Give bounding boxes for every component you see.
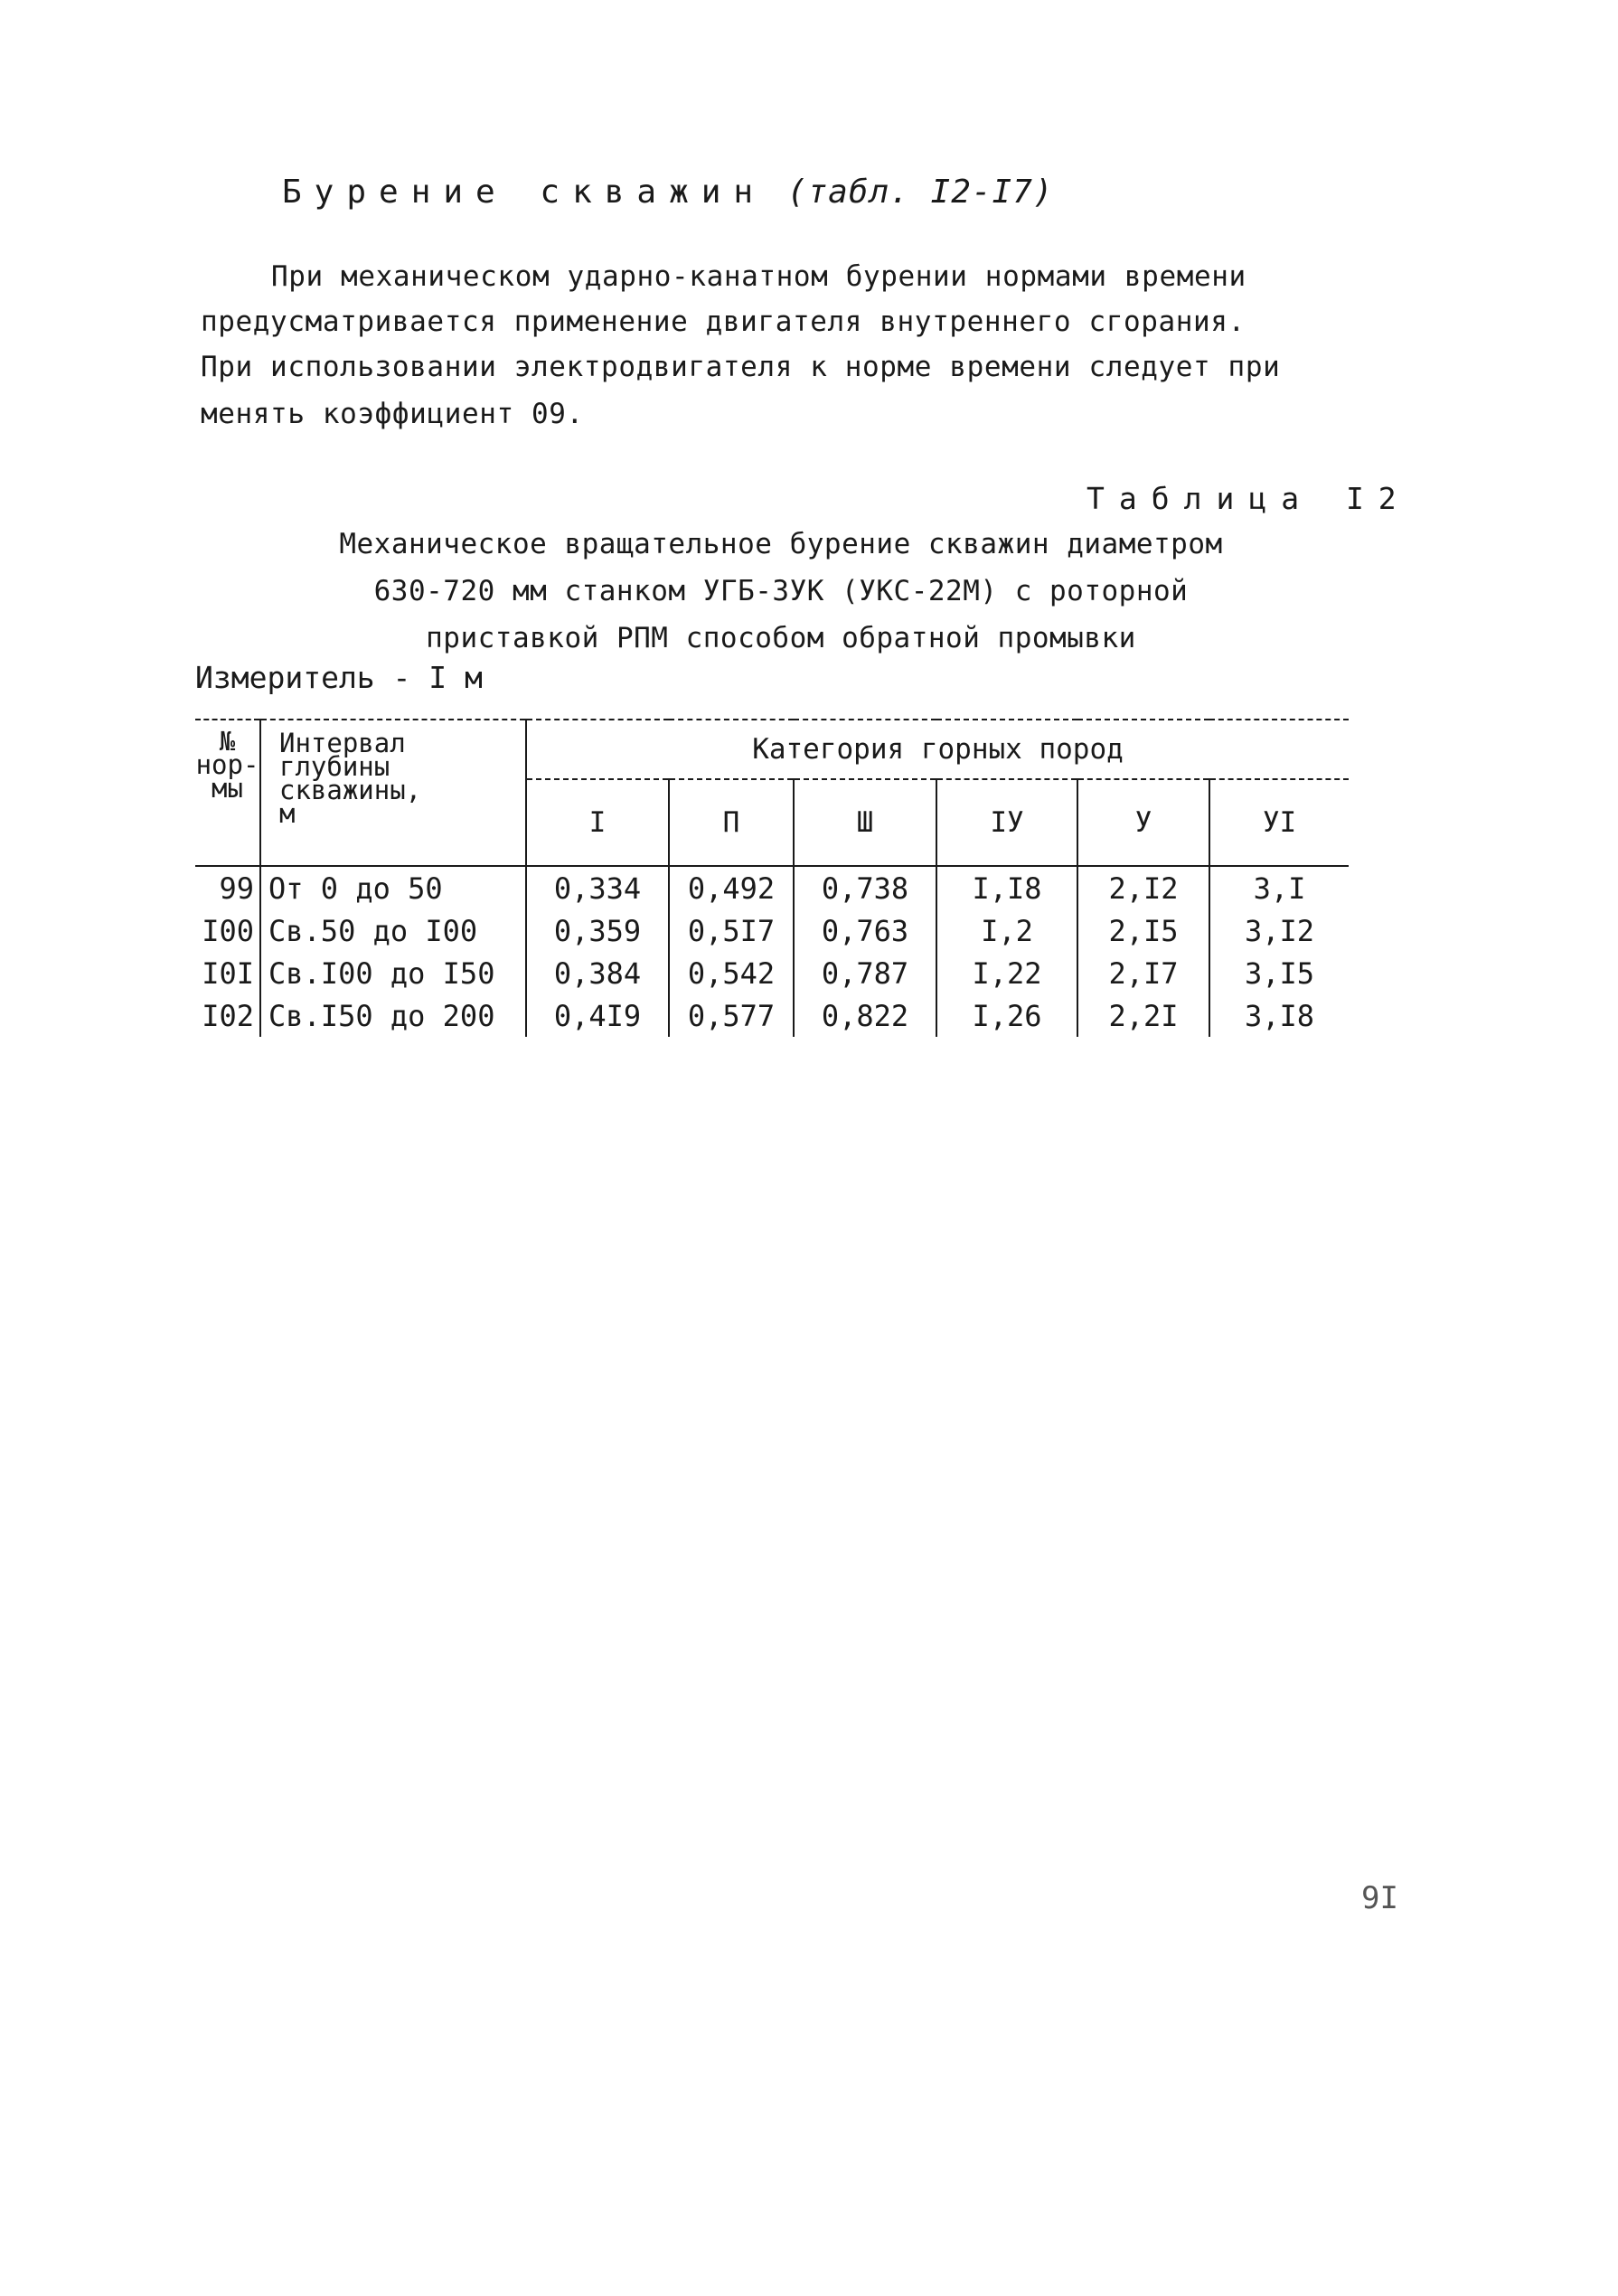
header-category-5: У bbox=[1077, 779, 1209, 866]
row-value: 2,I2 bbox=[1077, 866, 1209, 909]
header-depth-interval bbox=[260, 720, 526, 866]
section-title-text: Бурение скважин bbox=[282, 174, 767, 211]
header-norm-number-line-3: мы bbox=[212, 773, 243, 804]
header-interval-line-1: Интервал bbox=[279, 728, 406, 758]
row-value: 0,334 bbox=[526, 866, 669, 909]
row-value: 0,542 bbox=[669, 952, 794, 994]
table-row bbox=[195, 994, 1349, 1037]
row-value: 0,787 bbox=[794, 952, 936, 994]
table-number: Таблица I2 bbox=[1087, 481, 1411, 516]
section-title bbox=[282, 174, 1054, 211]
row-interval: От 0 до 50 bbox=[260, 866, 526, 909]
row-value: 0,763 bbox=[794, 909, 936, 952]
row-value: 3,I2 bbox=[1244, 913, 1315, 948]
row-interval: Св.I00 до I50 bbox=[260, 952, 526, 994]
row-value: 3,I8 bbox=[1244, 998, 1315, 1033]
header-category-6: УI bbox=[1262, 806, 1297, 839]
intro-line-1: При механическом ударно-канатном бурении нормами времени bbox=[271, 260, 1246, 293]
row-norm-number: I02 bbox=[195, 994, 260, 1037]
norms-table bbox=[195, 719, 1349, 1037]
header-category-1: I bbox=[526, 779, 669, 866]
header-category-3: Ш bbox=[794, 779, 936, 866]
header-interval-line-2: глубины bbox=[279, 751, 390, 782]
table-caption-line-2: 630-720 мм станком УГБ-3УК (УКС-22М) с роторной bbox=[373, 575, 1189, 607]
intro-line-4: менять коэффициент 09. bbox=[201, 398, 584, 430]
table-caption-line-1: Механическое вращательное бурение скважин диаметром bbox=[339, 528, 1223, 560]
row-value: 0,822 bbox=[794, 994, 936, 1037]
row-value: 0,738 bbox=[794, 866, 936, 909]
unit-of-measure: Измеритель - I м bbox=[195, 660, 483, 695]
header-category-4: IУ bbox=[936, 779, 1077, 866]
row-interval: Св.I50 до 200 bbox=[260, 994, 526, 1037]
row-value: 2,2I bbox=[1077, 994, 1209, 1037]
row-value: 3,I5 bbox=[1244, 955, 1315, 991]
table-row bbox=[195, 866, 1349, 909]
header-norm-number-line-1: № bbox=[219, 726, 236, 757]
row-value: I,2 bbox=[936, 909, 1077, 952]
row-value: 2,I7 bbox=[1077, 952, 1209, 994]
header-interval-line-4: м bbox=[279, 798, 296, 829]
row-value: 2,I5 bbox=[1077, 909, 1209, 952]
header-interval-line-3: скважины, bbox=[279, 775, 422, 805]
table-caption-line-3: приставкой РПМ способом обратной промывки bbox=[426, 622, 1136, 654]
header-norm-number bbox=[195, 720, 260, 866]
section-title-reference: (табл. I2-I7) bbox=[786, 174, 1054, 211]
row-interval: Св.50 до I00 bbox=[260, 909, 526, 952]
row-norm-number: I0I bbox=[195, 952, 260, 994]
intro-line-3: При использовании электродвигателя к норме времени следует при bbox=[201, 351, 1281, 383]
row-value: 3,I bbox=[1209, 866, 1349, 909]
row-value: I,I8 bbox=[936, 866, 1077, 909]
row-value: 0,492 bbox=[669, 866, 794, 909]
row-norm-number: I00 bbox=[195, 909, 260, 952]
page-number: 9I bbox=[1361, 1880, 1398, 1916]
row-value: 0,577 bbox=[669, 994, 794, 1037]
intro-line-2: предусматривается применение двигателя внутреннего сгорания. bbox=[201, 306, 1246, 338]
row-value: 0,359 bbox=[526, 909, 669, 952]
row-value: I,26 bbox=[936, 994, 1077, 1037]
header-category-2: П bbox=[669, 779, 794, 866]
row-value: 0,5I7 bbox=[669, 909, 794, 952]
table-row bbox=[195, 909, 1349, 952]
row-value: I,22 bbox=[936, 952, 1077, 994]
row-norm-number: 99 bbox=[195, 866, 260, 909]
row-value: 0,4I9 bbox=[526, 994, 669, 1037]
header-rock-category: Категория горных пород bbox=[526, 720, 1349, 779]
table-row bbox=[195, 952, 1349, 994]
header-norm-number-line-2: нор- bbox=[195, 749, 259, 780]
row-value: 0,384 bbox=[526, 952, 669, 994]
